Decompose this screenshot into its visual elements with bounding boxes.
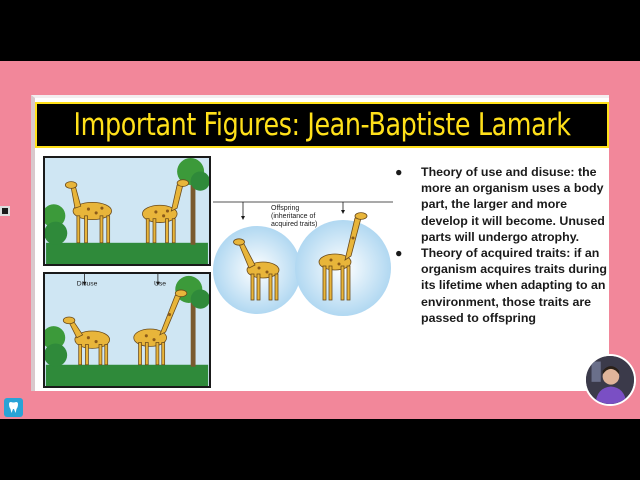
presenter-avatar [584, 354, 636, 406]
offspring-label-3: acquired traits) [271, 221, 318, 228]
bullet-item-acquired-traits [395, 245, 609, 326]
presenter-webcam-icon [586, 356, 634, 404]
bullet-dot-icon: ● [395, 165, 403, 179]
slide [31, 95, 609, 391]
presentation-stage [0, 61, 640, 419]
offspring-label-1: Offspring [271, 205, 300, 212]
giraffe-panel-top [43, 156, 211, 266]
bullet-text: Theory of use and disuse: the more an organism uses a body part, the larger and more develop it will become. Unused parts will undergo atrophy. [421, 165, 605, 244]
giraffes-use-disuse-illustration [45, 274, 209, 386]
giraffe-panel-bottom [43, 272, 211, 388]
offspring-illustration [213, 198, 393, 322]
offspring-giraffes-illustration [213, 198, 393, 322]
giraffes-ancestral-illustration [45, 158, 209, 264]
tooth-logo-icon [7, 401, 20, 414]
app-logo-icon[interactable] [4, 398, 23, 417]
side-toggle-handle[interactable] [0, 206, 10, 216]
slide-title-bar [35, 102, 609, 148]
disuse-label: Disuse [76, 280, 98, 288]
offspring-label-2: (inheritance of [271, 213, 316, 220]
slide-title: Important Figures: Jean-Baptiste Lamark [73, 107, 571, 143]
bullet-dot-icon: ● [395, 246, 403, 261]
bullet-text: Theory of acquired traits: if an organism acquires traits during its lifetime when adapting to an environment, those traits are passed to offspring [421, 246, 607, 325]
bullet-item-use-disuse [395, 164, 609, 245]
use-label: Use [154, 280, 167, 288]
bullet-list [395, 164, 609, 326]
